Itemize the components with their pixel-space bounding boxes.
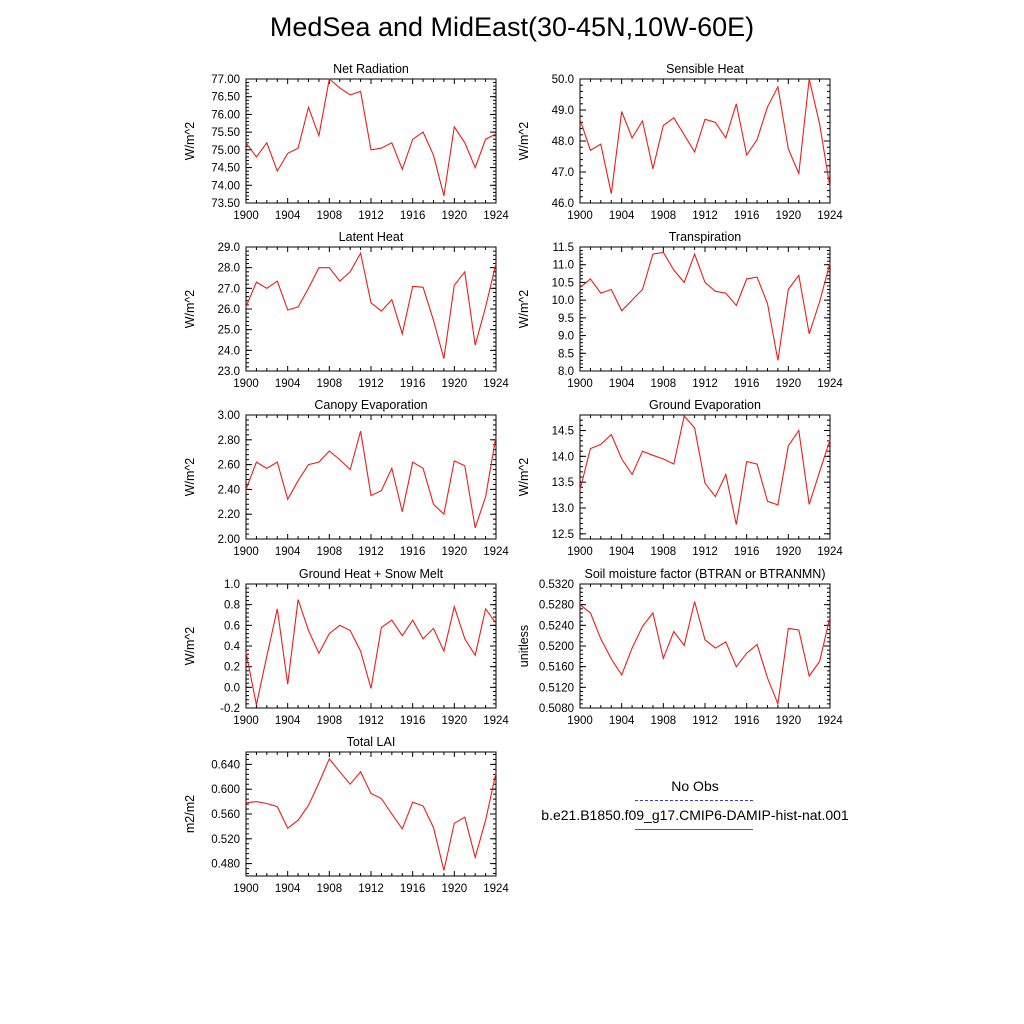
series-line	[246, 600, 496, 705]
y-tick-label: 2.00	[217, 534, 240, 546]
y-tick-label: 27.0	[217, 283, 240, 296]
y-tick-label: 10.0	[551, 295, 574, 308]
x-tick-label: 1920	[775, 715, 802, 727]
y-tick-label: 0.2	[224, 661, 240, 674]
chart-title: Soil moisture factor (BTRAN or BTRANMN)	[584, 567, 826, 581]
x-tick-label: 1904	[274, 378, 301, 390]
y-tick-label: 23.0	[217, 366, 240, 378]
chart-title: Sensible Heat	[666, 62, 744, 76]
x-tick-label: 1924	[483, 378, 509, 390]
y-tick-label: 14.5	[551, 425, 574, 438]
x-tick-label: 1908	[316, 378, 343, 390]
y-tick-label: 0.5160	[538, 661, 574, 674]
y-tick-label: 75.00	[211, 144, 240, 157]
y-tick-label: 14.0	[551, 451, 574, 464]
x-tick-label: 1904	[608, 546, 635, 558]
chart-panel	[183, 398, 509, 558]
y-tick-label: 74.50	[211, 162, 240, 175]
y-tick-label: 47.0	[551, 167, 574, 179]
y-tick-label: 0.520	[211, 833, 240, 846]
y-tick-label: 0.6	[224, 620, 240, 633]
y-axis-label: W/m^2	[183, 457, 197, 497]
x-tick-label: 1924	[483, 210, 509, 222]
legend-obs-line	[635, 800, 753, 801]
y-tick-label: 0.5320	[538, 579, 574, 591]
y-tick-label: 9.0	[558, 330, 574, 343]
x-tick-label: 1912	[358, 546, 384, 558]
y-tick-label: 0.5200	[538, 641, 574, 653]
x-tick-label: 1900	[567, 210, 593, 222]
plot-frame	[580, 584, 830, 708]
x-tick-label: 1920	[441, 210, 468, 222]
x-tick-label: 1900	[233, 210, 259, 222]
y-tick-label: 73.50	[211, 198, 240, 210]
x-tick-label: 1912	[692, 378, 718, 390]
x-tick-label: 1912	[358, 715, 384, 727]
series-line	[246, 253, 496, 358]
chart-title: Total LAI	[346, 735, 396, 749]
x-tick-label: 1908	[316, 210, 343, 222]
y-axis-label: W/m^2	[183, 289, 197, 329]
y-tick-label: 0.480	[211, 858, 240, 871]
x-tick-label: 1916	[733, 715, 760, 727]
y-tick-label: 8.0	[558, 366, 574, 378]
x-tick-label: 1916	[399, 715, 426, 727]
x-tick-label: 1904	[608, 378, 635, 390]
x-tick-label: 1924	[483, 715, 509, 727]
plot-frame	[246, 247, 496, 371]
chart-panel	[517, 398, 843, 558]
plot-frame	[580, 247, 830, 371]
x-tick-label: 1924	[483, 546, 509, 558]
x-tick-label: 1900	[567, 546, 593, 558]
x-tick-label: 1912	[692, 546, 718, 558]
y-tick-label: 50.0	[551, 74, 574, 86]
series-line	[580, 252, 830, 360]
y-axis-label: m2/m2	[183, 794, 197, 834]
x-tick-label: 1900	[233, 715, 259, 727]
x-tick-label: 1900	[567, 715, 593, 727]
x-tick-label: 1924	[817, 210, 843, 222]
y-tick-label: 11.0	[552, 259, 574, 272]
y-tick-label: 10.5	[551, 277, 574, 290]
chart-title: Ground Heat + Snow Melt	[298, 567, 444, 581]
legend-model-line	[635, 829, 753, 830]
x-tick-label: 1900	[233, 378, 259, 390]
series-line	[580, 416, 830, 525]
x-tick-label: 1908	[316, 715, 343, 727]
x-tick-label: 1900	[233, 546, 259, 558]
chart-panel	[517, 567, 843, 727]
y-tick-label: 2.80	[217, 434, 240, 447]
y-tick-label: 0.5080	[538, 703, 574, 715]
y-tick-label: 0.4	[224, 641, 240, 653]
y-tick-label: 8.5	[558, 348, 574, 361]
legend-obs-label: No Obs	[671, 778, 719, 794]
y-tick-label: 2.60	[217, 459, 240, 472]
y-tick-label: 74.00	[211, 180, 240, 193]
y-tick-label: 29.0	[217, 242, 240, 254]
series-line	[246, 759, 496, 871]
x-tick-label: 1908	[316, 546, 343, 558]
x-tick-label: 1916	[399, 546, 426, 558]
y-tick-label: 77.00	[211, 74, 240, 86]
x-tick-label: 1900	[233, 883, 259, 895]
x-tick-label: 1916	[733, 546, 760, 558]
y-axis-label: W/m^2	[517, 457, 531, 497]
x-tick-label: 1908	[650, 210, 677, 222]
y-tick-label: 76.00	[211, 109, 240, 122]
x-tick-label: 1904	[274, 715, 301, 727]
y-tick-label: 13.0	[551, 503, 574, 515]
y-axis-label: W/m^2	[517, 289, 531, 329]
x-tick-label: 1924	[817, 546, 843, 558]
x-tick-label: 1908	[650, 715, 677, 727]
y-tick-label: 0.5240	[538, 620, 574, 633]
y-tick-label: 12.5	[551, 528, 574, 541]
plot-frame	[246, 584, 496, 708]
x-tick-label: 1908	[650, 378, 677, 390]
series-line	[246, 431, 496, 528]
y-tick-label: 76.50	[211, 91, 240, 104]
x-tick-label: 1900	[567, 378, 593, 390]
y-axis-label: W/m^2	[183, 121, 197, 161]
series-line	[580, 602, 830, 704]
chart-panel	[517, 230, 843, 390]
y-tick-label: 0.8	[224, 599, 240, 612]
chart-title: Transpiration	[668, 230, 742, 244]
x-tick-label: 1904	[274, 210, 301, 222]
series-line	[580, 79, 830, 194]
x-tick-label: 1924	[483, 883, 509, 895]
x-tick-label: 1920	[775, 378, 802, 390]
chart-title: Latent Heat	[338, 230, 404, 244]
y-tick-label: 2.20	[217, 509, 240, 522]
page-title: MedSea and MidEast(30-45N,10W-60E)	[269, 12, 755, 42]
y-axis-label: unitless	[517, 624, 531, 668]
y-tick-label: 46.0	[551, 198, 574, 210]
y-tick-label: 24.0	[217, 345, 240, 358]
x-tick-label: 1908	[650, 546, 677, 558]
plot-frame	[580, 415, 830, 539]
series-line	[246, 79, 496, 196]
y-tick-label: 0.600	[211, 784, 240, 797]
chart-title: Net Radiation	[333, 62, 409, 76]
x-tick-label: 1920	[441, 883, 468, 895]
x-tick-label: 1912	[358, 210, 384, 222]
x-tick-label: 1904	[608, 715, 635, 727]
plot-frame	[246, 415, 496, 539]
x-tick-label: 1916	[399, 378, 426, 390]
x-tick-label: 1912	[358, 378, 384, 390]
x-tick-label: 1920	[775, 546, 802, 558]
y-tick-label: 28.0	[217, 262, 240, 275]
y-tick-label: 0.640	[211, 759, 240, 772]
x-tick-label: 1912	[692, 210, 718, 222]
x-tick-label: 1924	[817, 378, 843, 390]
y-tick-label: 26.0	[217, 304, 240, 316]
y-tick-label: -0.2	[220, 703, 240, 715]
x-tick-label: 1912	[692, 715, 718, 727]
y-tick-label: 25.0	[217, 324, 240, 337]
x-tick-label: 1904	[274, 546, 301, 558]
x-tick-label: 1920	[775, 210, 802, 222]
plot-frame	[246, 79, 496, 203]
y-tick-label: 13.5	[551, 477, 574, 490]
y-tick-label: 0.5120	[538, 682, 574, 695]
y-tick-label: 0.0	[224, 682, 240, 695]
x-tick-label: 1920	[441, 378, 468, 390]
chart-panel	[183, 230, 509, 390]
chart-panel	[183, 62, 509, 222]
chart-panel	[517, 62, 843, 222]
x-tick-label: 1916	[733, 210, 760, 222]
x-tick-label: 1916	[399, 883, 426, 895]
y-tick-label: 0.5280	[538, 599, 574, 612]
x-tick-label: 1904	[274, 883, 301, 895]
chart-panel	[183, 567, 509, 727]
y-tick-label: 0.560	[211, 809, 240, 821]
x-tick-label: 1916	[399, 210, 426, 222]
legend-model-label: b.e21.B1850.f09_g17.CMIP6-DAMIP-hist-nat.001	[541, 807, 849, 823]
y-tick-label: 9.5	[558, 312, 574, 325]
x-tick-label: 1916	[733, 378, 760, 390]
y-tick-label: 3.00	[217, 410, 240, 422]
y-axis-label: W/m^2	[183, 626, 197, 666]
x-tick-label: 1908	[316, 883, 343, 895]
x-tick-label: 1920	[441, 715, 468, 727]
y-tick-label: 48.0	[551, 136, 574, 148]
y-tick-label: 11.5	[552, 242, 574, 254]
x-tick-label: 1924	[817, 715, 843, 727]
y-tick-label: 1.0	[224, 579, 240, 591]
y-tick-label: 49.0	[551, 105, 574, 117]
chart-title: Ground Evaporation	[649, 398, 761, 412]
plot-frame	[246, 752, 496, 876]
chart-title: Canopy Evaporation	[314, 398, 428, 412]
y-tick-label: 2.40	[217, 484, 240, 497]
x-tick-label: 1912	[358, 883, 384, 895]
y-axis-label: W/m^2	[517, 121, 531, 161]
x-tick-label: 1920	[441, 546, 468, 558]
y-tick-label: 75.50	[211, 127, 240, 140]
chart-panel	[183, 735, 509, 895]
x-tick-label: 1904	[608, 210, 635, 222]
